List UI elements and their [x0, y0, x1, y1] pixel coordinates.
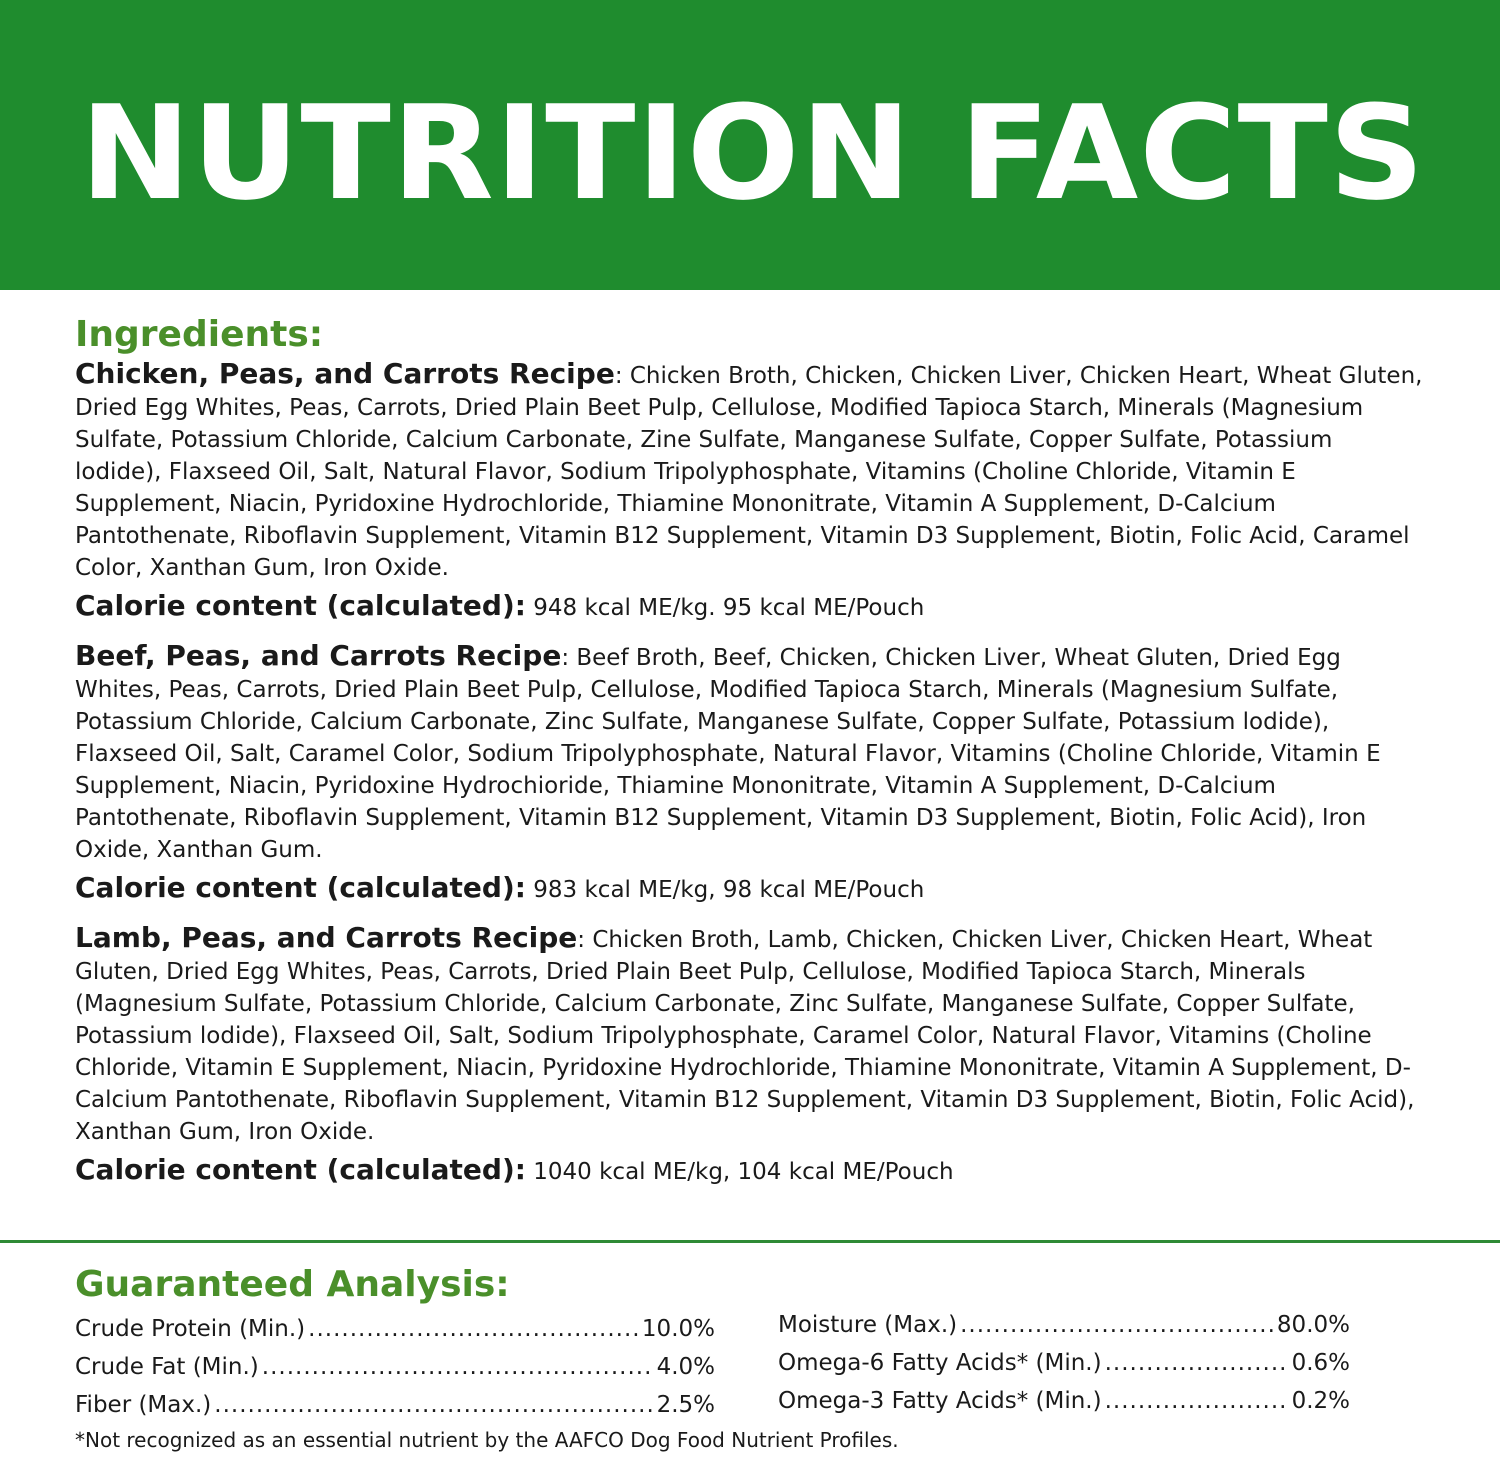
nutrient-label: Omega-6 Fatty Acids* (Min.) [778, 1350, 1102, 1376]
dot-leader [214, 1386, 653, 1424]
nutrient-label: Crude Protein (Min.) [75, 1316, 306, 1342]
analysis-left-column [75, 1310, 715, 1424]
nutrient-label: Crude Fat (Min.) [75, 1354, 259, 1380]
recipe-ingredient-list: : Chicken Broth, Lamb, Chicken, Chicken Liver, Chicken Heart, Wheat Gluten, Dried Egg Whites, Peas, Carrots, Dried Plain Beet Pulp, Cellulose, Modified Tapioca Starch, Minerals (Magnesium Sulfate, Potassium Chloride, Calcium Carbonate, Zinc Sulfate, Manganese Sulfate, Copper Sulfate, Potassium lodide), Flaxseed Oil, Salt, Sodium Tripolyphosphate, Caramel Color, Natural Flavor, Vitamins (Choline Chloride, Vitamin E Supplement, Niacin, Pyridoxine Hydrochloride, Thiamine Mononitrate, Vitamin A Supplement, D-Calcium Pantothenate, Riboflavin Supplement, Vitamin B12 Supplement, Vitamin D3 Supplement, Biotin, Folic Acid), Xanthan Gum, Iron Oxide. [75, 927, 1415, 1145]
page-title: NUTRITION FACTS [80, 77, 1426, 229]
recipe-ingredient-list: : Beef Broth, Beef, Chicken, Chicken Liver, Wheat Gluten, Dried Egg Whites, Peas, Carrots, Dried Plain Beet Pulp, Cellulose, Modified Tapioca Starch, Minerals (Magnesium Sulfate, Potassium Chloride, Calcium Carbonate, Zinc Sulfate, Manganese Sulfate, Copper Sulfate, Potassium lodide), Flaxseed Oil, Salt, Caramel Color, Sodium Tripolyphosphate, Natural Flavor, Vitamins (Choline Chloride, Vitamin E Supplement, Niacin, Pyridoxine Hydrochioride, Thiamine Mononitrate, Vitamin A Supplement, D-Calcium Pantothenate, Riboflavin Supplement, Vitamin B12 Supplement, Vitamin D3 Supplement, Biotin, Folic Acid), Iron Oxide, Xanthan Gum. [75, 645, 1381, 863]
header-banner [0, 0, 1500, 290]
nutrient-value: 4.0% [656, 1354, 715, 1380]
calorie-value: 983 kcal ME/kg, 98 kcal ME/Pouch [525, 877, 925, 903]
dot-leader [308, 1310, 639, 1348]
nutrient-label: Fiber (Max.) [75, 1392, 212, 1418]
recipe-block-beef [75, 640, 1423, 908]
guaranteed-analysis-section [75, 1262, 1415, 1418]
analysis-row [778, 1344, 1350, 1382]
calorie-label: Calorie content (calculated): [75, 589, 526, 622]
nutrient-label: Moisture (Max.) [778, 1312, 958, 1338]
recipe-name: Lamb, Peas, and Carrots Recipe [75, 921, 578, 954]
recipe-ingredients [75, 922, 1423, 1148]
recipe-block-lamb [75, 922, 1423, 1190]
recipe-ingredient-list: : Chicken Broth, Chicken, Chicken Liver, Chicken Heart, Wheat Gluten, Dried Egg Whites, Peas, Carrots, Dried Plain Beet Pulp, Cellulose, Modified Tapioca Starch, Minerals (Magnesium Sulfate, Potassium Chloride, Calcium Carbonate, Zine Sulfate, Manganese Sulfate, Copper Sulfate, Potassium lodide), Flaxseed Oil, Salt, Natural Flavor, Sodium Tripolyphosphate, Vitamins (Choline Chloride, Vitamin E Supplement, Niacin, Pyridoxine Hydrochloride, Thiamine Mononitrate, Vitamin A Supplement, D-Calcium Pantothenate, Riboflavin Supplement, Vitamin B12 Supplement, Vitamin D3 Supplement, Biotin, Folic Acid, Caramel Color, Xanthan Gum, Iron Oxide. [75, 363, 1423, 581]
analysis-row [75, 1348, 715, 1386]
dot-leader [1105, 1382, 1289, 1420]
analysis-row [778, 1382, 1350, 1420]
analysis-row [778, 1306, 1350, 1344]
ingredients-section [75, 312, 1423, 1204]
recipe-ingredients [75, 640, 1423, 866]
analysis-row [75, 1310, 715, 1348]
nutrient-value: 0.2% [1291, 1388, 1350, 1414]
analysis-right-column [778, 1306, 1350, 1420]
recipe-name: Chicken, Peas, and Carrots Recipe [75, 357, 615, 390]
dot-leader [1105, 1344, 1289, 1382]
ingredients-heading: Ingredients: [75, 314, 324, 355]
recipe-block-chicken [75, 358, 1423, 626]
nutrient-label: Omega-3 Fatty Acids* (Min.) [778, 1388, 1102, 1414]
footnote: *Not recognized as an essential nutrient by the AAFCO Dog Food Nutrient Profiles. [75, 1428, 899, 1452]
calorie-content [75, 588, 1423, 626]
calorie-value: 1040 kcal ME/kg, 104 kcal ME/Pouch [525, 1159, 954, 1185]
calorie-label: Calorie content (calculated): [75, 1153, 526, 1186]
calorie-content [75, 1152, 1423, 1190]
analysis-heading: Guaranteed Analysis: [75, 1264, 510, 1305]
recipe-name: Beef, Peas, and Carrots Recipe [75, 639, 562, 672]
section-divider [0, 1240, 1500, 1243]
calorie-content [75, 870, 1423, 908]
dot-leader [262, 1348, 654, 1386]
recipe-ingredients [75, 358, 1423, 584]
calorie-label: Calorie content (calculated): [75, 871, 526, 904]
nutrient-value: 2.5% [656, 1392, 715, 1418]
analysis-row [75, 1386, 715, 1424]
calorie-value: 948 kcal ME/kg. 95 kcal ME/Pouch [525, 595, 925, 621]
dot-leader [960, 1306, 1274, 1344]
nutrient-value: 10.0% [641, 1316, 715, 1342]
nutrient-value: 0.6% [1291, 1350, 1350, 1376]
nutrient-value: 80.0% [1276, 1312, 1350, 1338]
